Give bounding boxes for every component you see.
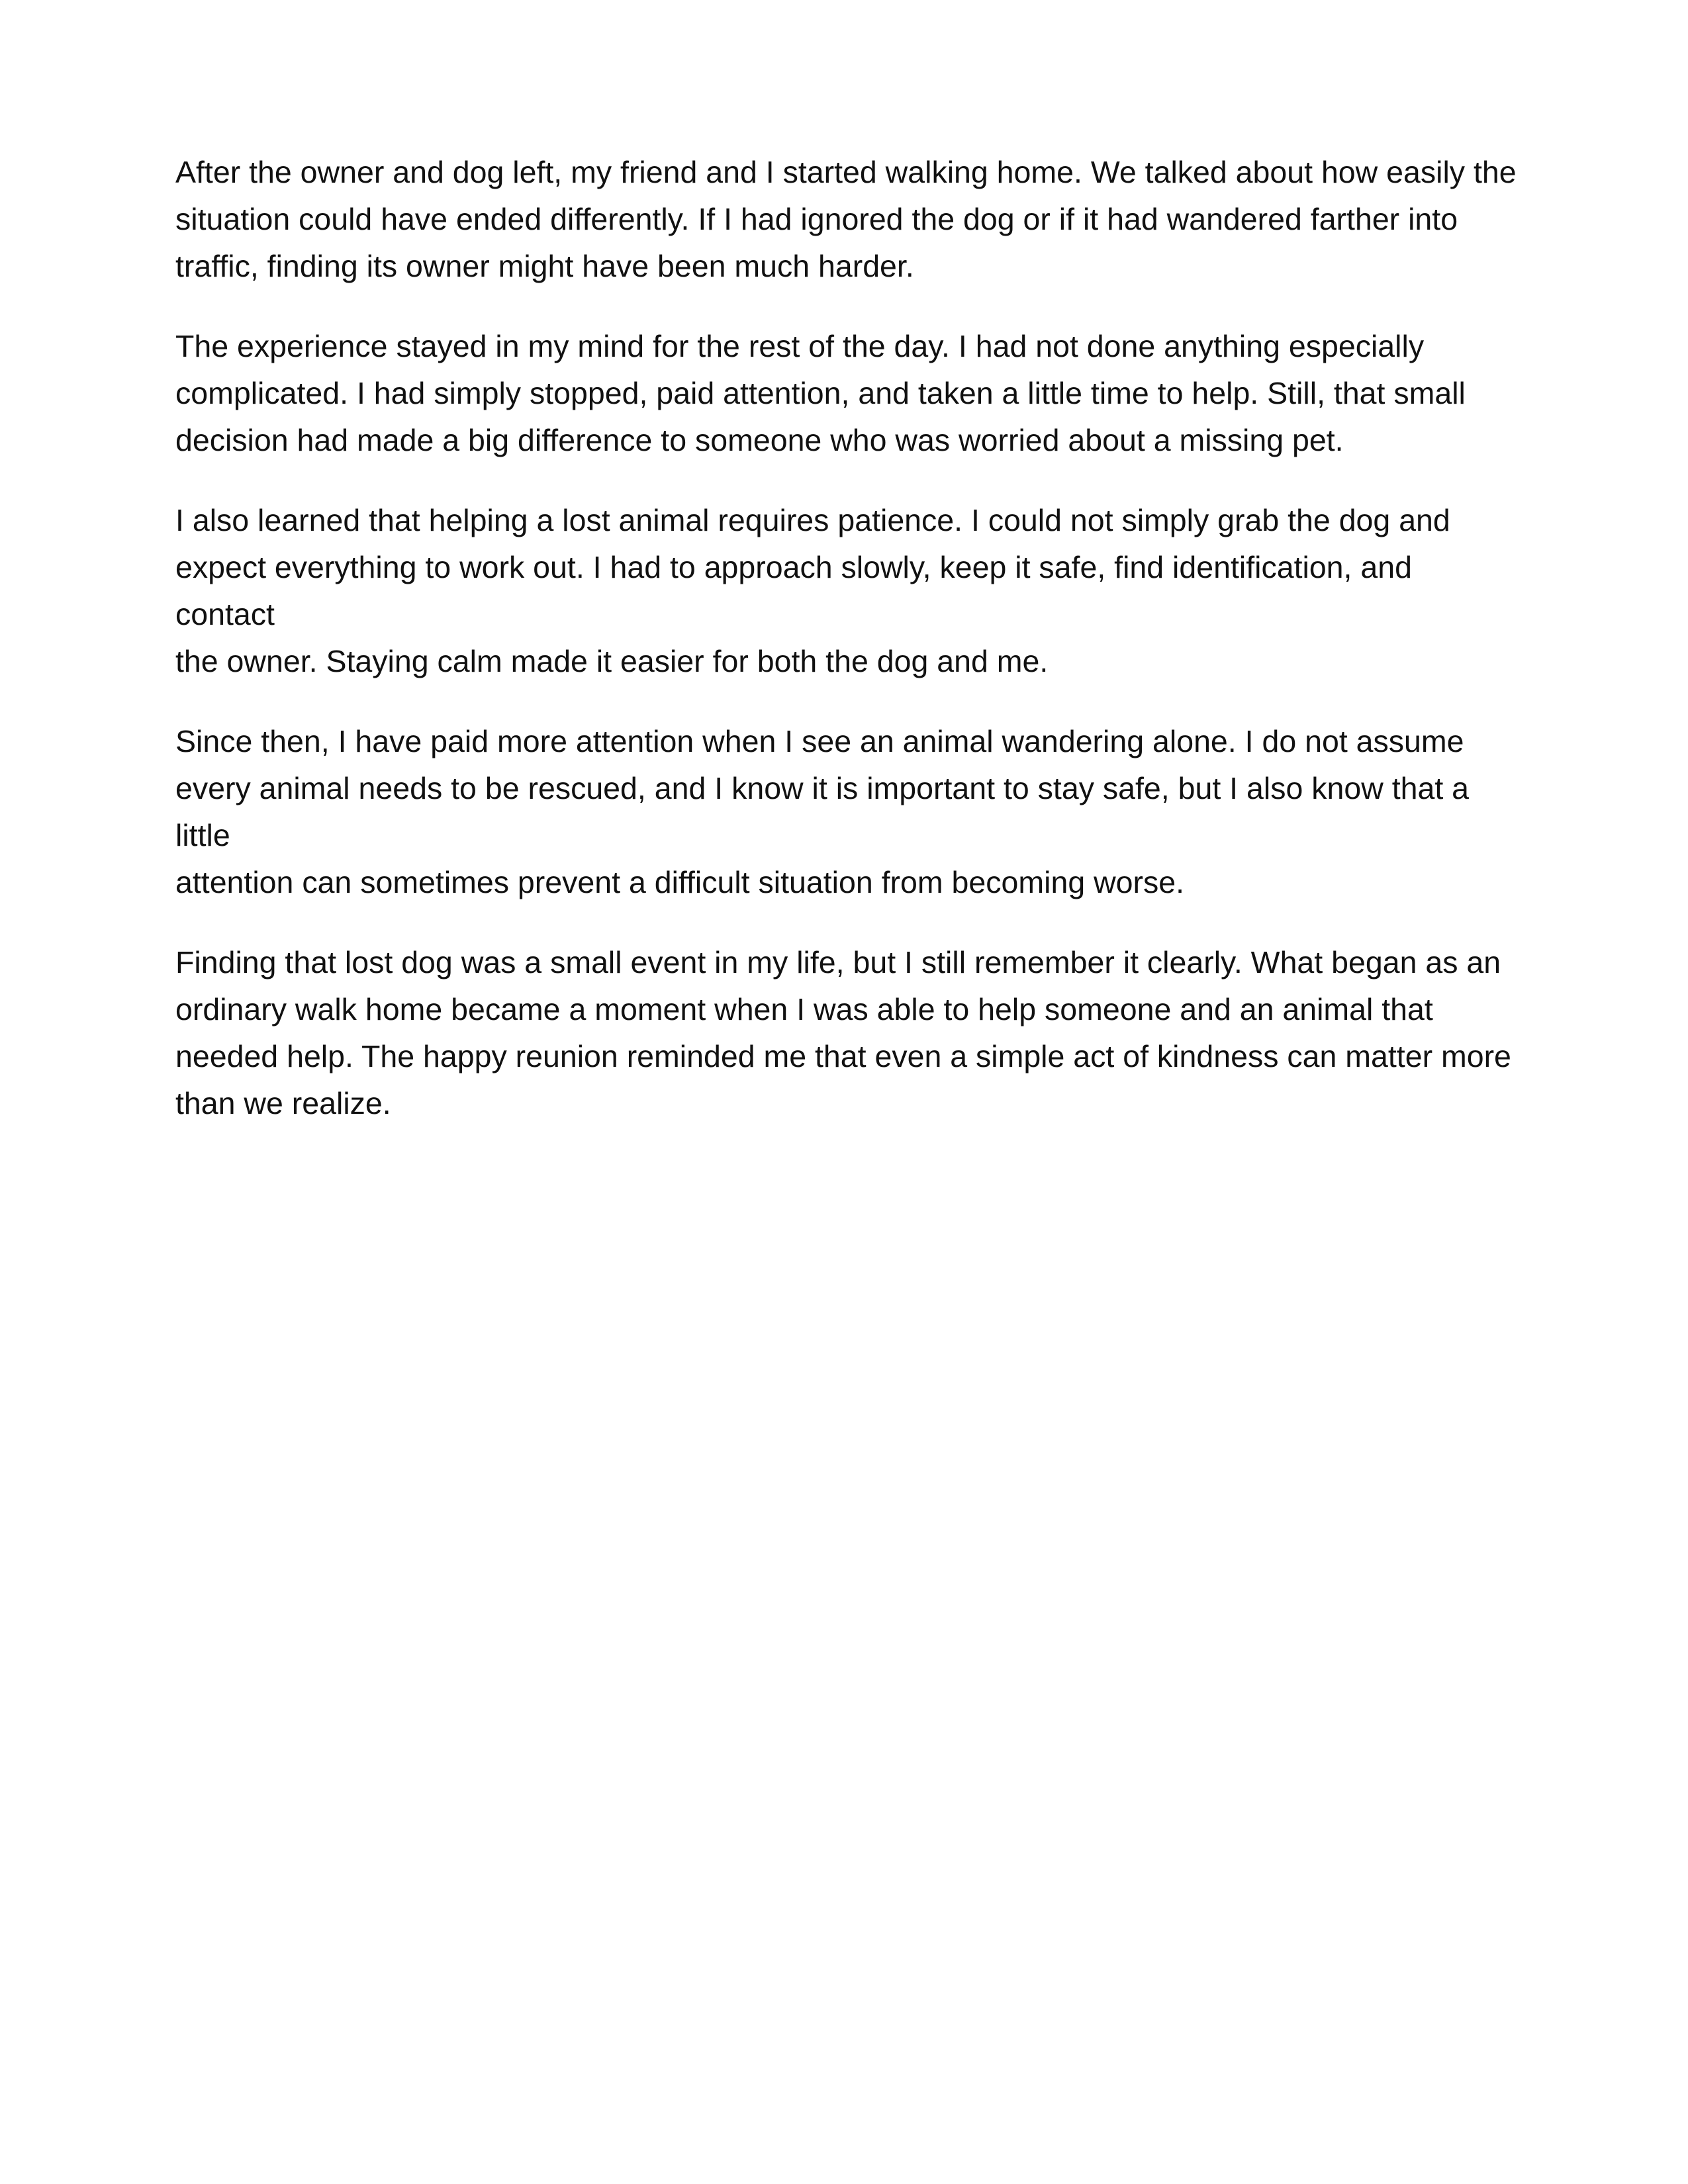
paragraph-3: I also learned that helping a lost animal requires patience. I could not simply grab the dog and expect everything to work out. I had to approach slowly, keep it safe, find identification, and contact the owner. Staying calm made it easier for both the dog and me. [175, 503, 1450, 678]
paragraph-4: Since then, I have paid more attention when I see an animal wandering alone. I do not assume every animal needs to be rescued, and I know it is important to stay safe, but I also know that a little attention can sometimes prevent a difficult situation from becoming worse. [175, 724, 1470, 899]
paragraph-1: After the owner and dog left, my friend and I started walking home. We talked about how easily the situation could have ended differently. If I had ignored the dog or if it had wandered farther into traffic, finding its owner might have been much harder. [175, 155, 1517, 283]
paragraph-2: The experience stayed in my mind for the rest of the day. I had not done anything especially complicated. I had simply stopped, paid attention, and taken a little time to help. Still, that small decision had made a big difference to someone who was worried about a missing pet. [175, 329, 1466, 457]
paragraph-5: Finding that lost dog was a small event in my life, but I still remember it clearly. What began as an ordinary walk home became a moment when I was able to help someone and an animal that needed help. The happy reunion reminded me that even a simple act of kindness can matter more than we realize. [175, 945, 1511, 1120]
document-body [175, 149, 1519, 1160]
